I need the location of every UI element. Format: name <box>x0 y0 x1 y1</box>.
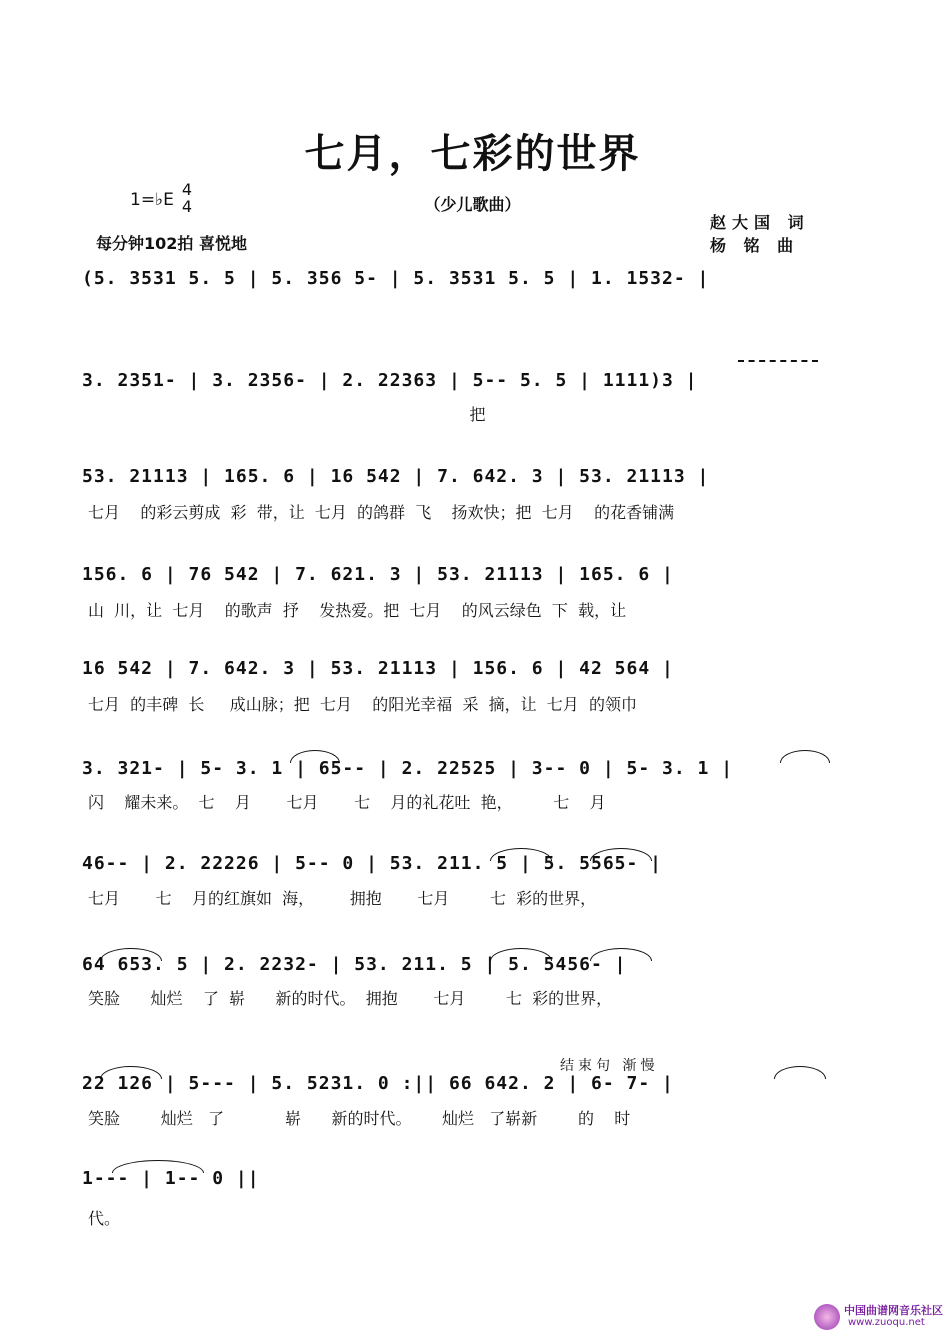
time-signature-bottom: 4 <box>181 197 193 216</box>
song-subtitle: （少儿歌曲） <box>424 195 521 214</box>
slur-mark <box>490 948 552 961</box>
slur-mark <box>490 848 552 861</box>
score-row-6-notes: 3. 321- | 5- 3. 1 | 65-- | 2. 22525 | 3-- 0 | 5- 3. 1 | <box>82 758 734 779</box>
tie-mark <box>112 1160 204 1173</box>
slur-mark <box>774 1066 826 1079</box>
score-row-2-lyrics: 把 <box>88 405 486 424</box>
score-row-6-lyrics: 闪 耀未来。 七 月 七月 七 月的礼花吐 艳， 七 月 <box>88 793 606 812</box>
performance-note: 结束句 渐慢 <box>560 1058 659 1074</box>
slur-mark <box>780 750 830 763</box>
composer-credit: 杨 铭 曲 <box>710 236 800 255</box>
score-row-10-lyrics: 代。 <box>88 1209 121 1228</box>
slur-mark <box>100 948 162 961</box>
site-watermark <box>814 1302 943 1332</box>
score-row-7-lyrics: 七月 七 月的红旗如 海， 拥抱 七月 七 彩的世界， <box>88 889 597 908</box>
key-signature: 1=♭E <box>130 190 174 210</box>
score-row-4-lyrics: 山 川，让 七月 的歌声 抒 发热爱。把 七月 的风云绿色 下 载，让 <box>88 601 627 620</box>
score-row-8-lyrics: 笑脸 灿烂 了 崭 新的时代。 拥抱 七月 七 彩的世界， <box>88 989 613 1008</box>
octave-dots <box>738 360 818 364</box>
watermark-url: www.zuoqu.net <box>848 1317 925 1328</box>
watermark-logo-icon <box>814 1304 840 1330</box>
time-signature-top: 4 <box>181 180 193 199</box>
lyricist-credit: 赵大国 词 <box>710 213 810 232</box>
watermark-name: 中国曲谱网音乐社区 <box>844 1304 943 1317</box>
slur-mark <box>100 1066 162 1079</box>
score-row-3-lyrics: 七月 的彩云剪成 彩 带，让 七月 的鸽群 飞 扬欢快；把 七月 的花香铺满 <box>88 503 675 522</box>
score-row-9-lyrics: 笑脸 灿烂 了 崭 新的时代。 灿烂 了崭新 的 时 <box>88 1109 631 1128</box>
slur-mark <box>590 948 652 961</box>
score-row-7-notes: 46-- | 2. 22226 | 5-- 0 | 53. 211. 5 | 5. 5565- | <box>82 853 663 874</box>
score-row-5-lyrics: 七月 的丰碑 长 成山脉；把 七月 的阳光幸福 采 摘，让 七月 的领巾 <box>88 695 637 714</box>
score-row-8-notes: 64 653. 5 | 2. 2232- | 53. 211. 5 | 5. 5456- | <box>82 954 627 975</box>
tempo-marking: 每分钟102拍 喜悦地 <box>96 234 247 253</box>
score-row-10-notes: 1--- | 1-- 0 || <box>82 1168 260 1189</box>
score-row-9-notes: 22 126 | 5--- | 5. 5231. 0 :|| 66 642. 2 | 6- 7- | <box>82 1073 674 1094</box>
score-row-3-notes: 53. 21113 | 165. 6 | 16 542 | 7. 642. 3 | 53. 21113 | <box>82 466 710 487</box>
score-row-2-notes: 3. 2351- | 3. 2356- | 2. 22363 | 5-- 5. 5 | 1111)3 | <box>82 370 698 391</box>
score-row-1-notes: (5. 3531 5. 5 | 5. 356 5- | 5. 3531 5. 5 | 1. 1532- | <box>82 268 710 289</box>
slur-mark <box>590 848 652 861</box>
score-row-4-notes: 156. 6 | 76 542 | 7. 621. 3 | 53. 21113 | 165. 6 | <box>82 564 674 585</box>
slur-mark <box>290 750 340 763</box>
song-title: 七月，七彩的世界 <box>304 130 641 177</box>
score-row-5-notes: 16 542 | 7. 642. 3 | 53. 21113 | 156. 6 | 42 564 | <box>82 658 674 679</box>
